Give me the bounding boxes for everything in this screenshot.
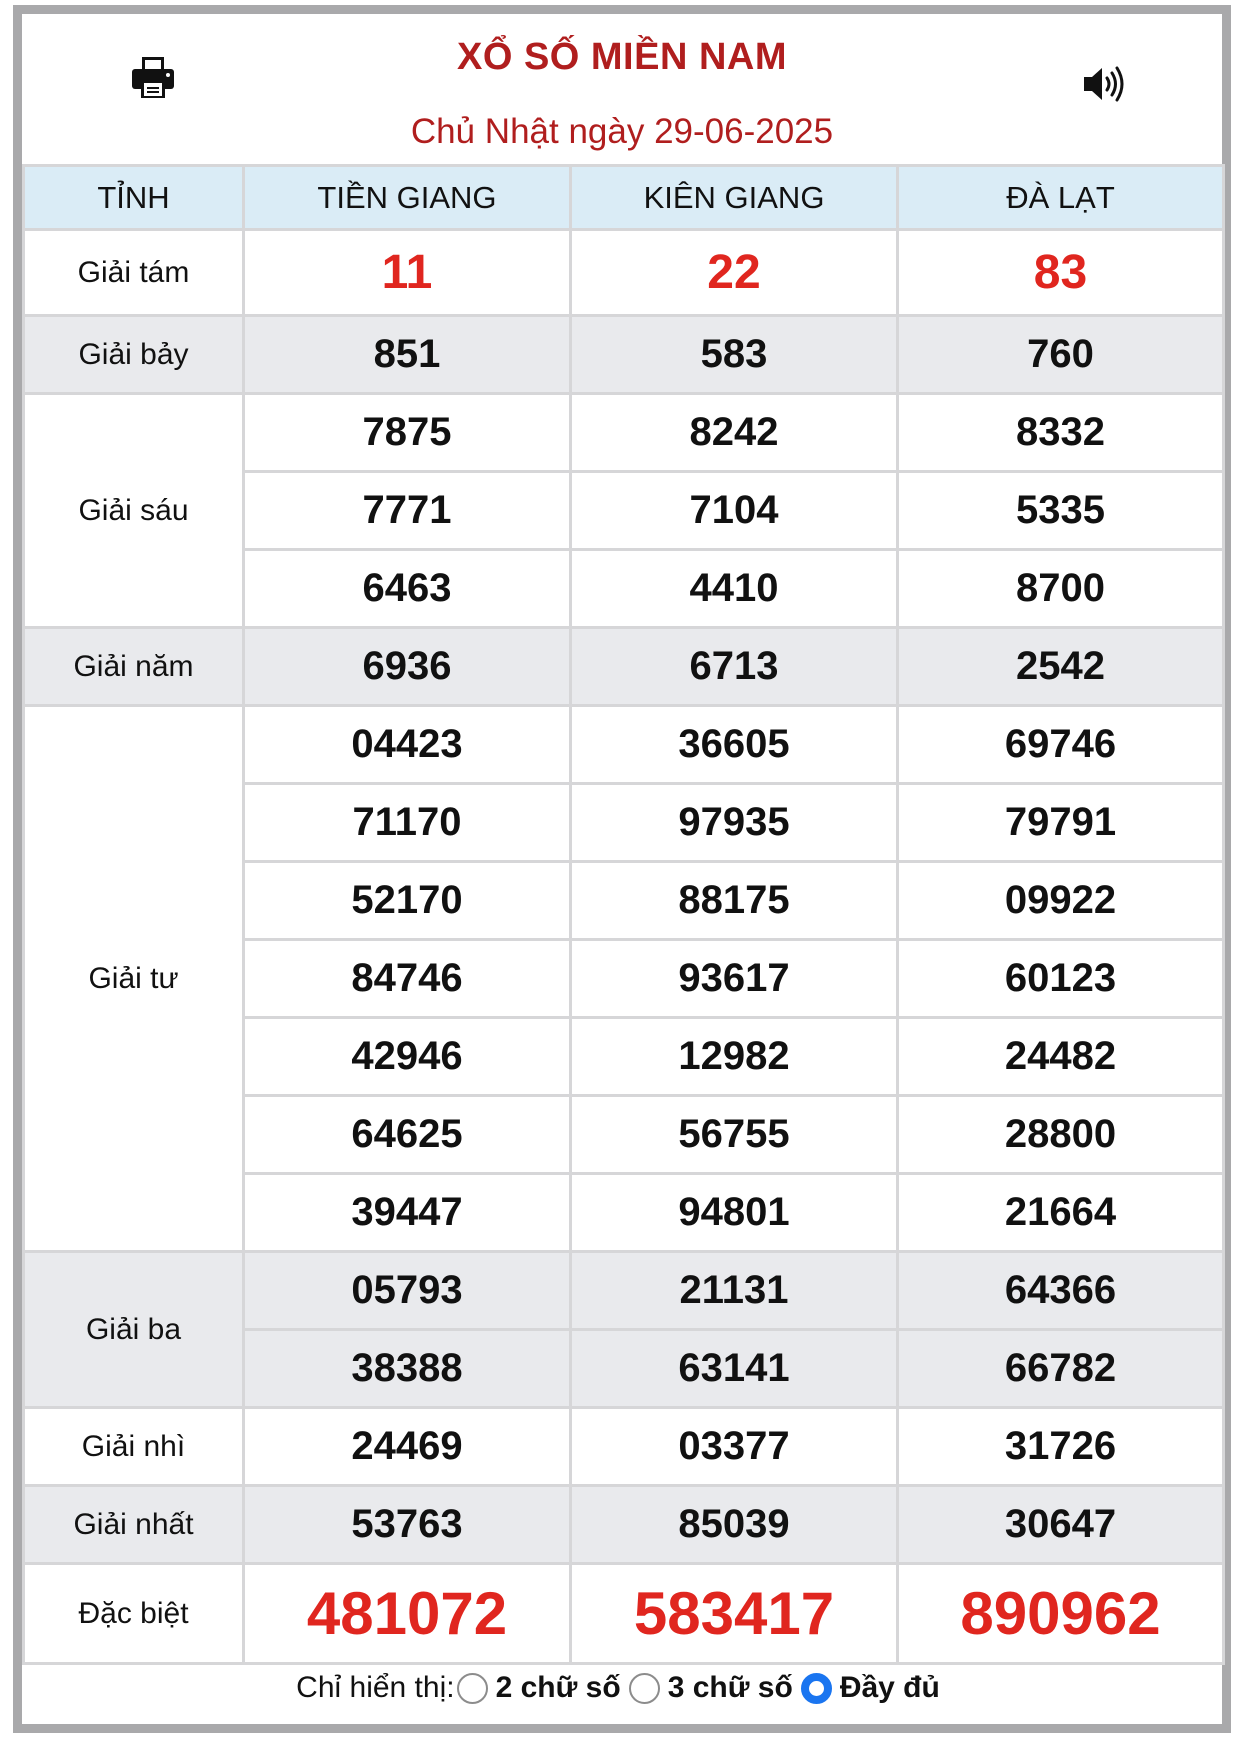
speaker-icon xyxy=(1082,64,1126,104)
result-number: 69746 xyxy=(898,706,1224,784)
radio-full[interactable] xyxy=(801,1673,832,1704)
radio-3-digits[interactable] xyxy=(629,1673,660,1704)
display-options-label: Chỉ hiển thị: xyxy=(296,1671,455,1704)
result-number: 583 xyxy=(571,316,898,394)
prize-label: Giải nhì xyxy=(24,1408,244,1486)
result-number: 12982 xyxy=(571,1018,898,1096)
result-number: 66782 xyxy=(898,1330,1224,1408)
prize-label: Giải năm xyxy=(24,628,244,706)
result-number: 760 xyxy=(898,316,1224,394)
result-number: 94801 xyxy=(571,1174,898,1252)
results-card xyxy=(13,5,1231,1733)
result-number: 24482 xyxy=(898,1018,1224,1096)
result-number: 88175 xyxy=(571,862,898,940)
radio-2-digits[interactable] xyxy=(457,1673,488,1704)
special-prize-number: 583417 xyxy=(571,1564,898,1664)
result-number: 97935 xyxy=(571,784,898,862)
result-number: 60123 xyxy=(898,940,1224,1018)
prize-label: Giải tư xyxy=(24,706,244,1252)
result-number: 11 xyxy=(244,230,571,316)
result-number: 83 xyxy=(898,230,1224,316)
result-number: 8700 xyxy=(898,550,1224,628)
result-number: 21664 xyxy=(898,1174,1224,1252)
option-3-digits[interactable] xyxy=(629,1671,801,1705)
prize-row-g8 xyxy=(24,230,1224,316)
prize-label: Giải ba xyxy=(24,1252,244,1408)
result-number: 7104 xyxy=(571,472,898,550)
result-number: 93617 xyxy=(571,940,898,1018)
result-number: 52170 xyxy=(244,862,571,940)
result-number: 63141 xyxy=(571,1330,898,1408)
prize-label: Giải bảy xyxy=(24,316,244,394)
result-number: 4410 xyxy=(571,550,898,628)
result-number: 04423 xyxy=(244,706,571,784)
prize-label: Giải sáu xyxy=(24,394,244,628)
province-header-row xyxy=(24,166,1224,230)
result-number: 22 xyxy=(571,230,898,316)
result-number: 71170 xyxy=(244,784,571,862)
result-number: 39447 xyxy=(244,1174,571,1252)
result-number: 851 xyxy=(244,316,571,394)
prize-row-g5 xyxy=(24,628,1224,706)
result-number: 30647 xyxy=(898,1486,1224,1564)
prize-row-g7 xyxy=(24,316,1224,394)
prize-row-g4 xyxy=(24,706,1224,784)
option-label: 3 chữ số xyxy=(667,1671,793,1704)
option-label: Đầy đủ xyxy=(839,1671,940,1704)
result-number: 42946 xyxy=(244,1018,571,1096)
option-label: 2 chữ số xyxy=(495,1671,621,1704)
result-number: 5335 xyxy=(898,472,1224,550)
prize-label: Giải nhất xyxy=(24,1486,244,1564)
result-number: 6936 xyxy=(244,628,571,706)
result-number: 85039 xyxy=(571,1486,898,1564)
prize-row-special xyxy=(24,1564,1224,1664)
special-prize-number: 481072 xyxy=(244,1564,571,1664)
result-number: 36605 xyxy=(571,706,898,784)
prize-row-g2 xyxy=(24,1408,1224,1486)
result-number: 7771 xyxy=(244,472,571,550)
prize-label: Đặc biệt xyxy=(24,1564,244,1664)
result-number: 64366 xyxy=(898,1252,1224,1330)
result-number: 56755 xyxy=(571,1096,898,1174)
result-number: 31726 xyxy=(898,1408,1224,1486)
result-number: 21131 xyxy=(571,1252,898,1330)
result-number: 8332 xyxy=(898,394,1224,472)
province-name: TIỀN GIANG xyxy=(244,166,571,230)
province-column-header: TỈNH xyxy=(24,166,244,230)
result-number: 64625 xyxy=(244,1096,571,1174)
result-number: 38388 xyxy=(244,1330,571,1408)
page-title: XỔ SỐ MIỀN NAM xyxy=(456,36,788,78)
result-number: 79791 xyxy=(898,784,1224,862)
result-number: 03377 xyxy=(571,1408,898,1486)
display-options xyxy=(22,1652,1222,1724)
result-number: 05793 xyxy=(244,1252,571,1330)
province-name: ĐÀ LẠT xyxy=(898,166,1224,230)
result-number: 53763 xyxy=(244,1486,571,1564)
prize-row-g3 xyxy=(24,1252,1224,1330)
result-number: 8242 xyxy=(571,394,898,472)
result-number: 28800 xyxy=(898,1096,1224,1174)
results-header xyxy=(22,14,1222,164)
prize-row-g6 xyxy=(24,394,1224,472)
result-number: 84746 xyxy=(244,940,571,1018)
result-number: 09922 xyxy=(898,862,1224,940)
result-number: 7875 xyxy=(244,394,571,472)
prize-label: Giải tám xyxy=(24,230,244,316)
result-number: 2542 xyxy=(898,628,1224,706)
province-name: KIÊN GIANG xyxy=(571,166,898,230)
results-table xyxy=(22,164,1225,1665)
option-2-digits[interactable] xyxy=(457,1671,629,1705)
prize-row-g1 xyxy=(24,1486,1224,1564)
option-full[interactable] xyxy=(801,1671,948,1705)
result-number: 24469 xyxy=(244,1408,571,1486)
special-prize-number: 890962 xyxy=(898,1564,1224,1664)
result-number: 6713 xyxy=(571,628,898,706)
draw-date: Chủ Nhật ngày 29-06-2025 xyxy=(410,112,834,151)
sound-button[interactable] xyxy=(1082,64,1126,104)
result-number: 6463 xyxy=(244,550,571,628)
